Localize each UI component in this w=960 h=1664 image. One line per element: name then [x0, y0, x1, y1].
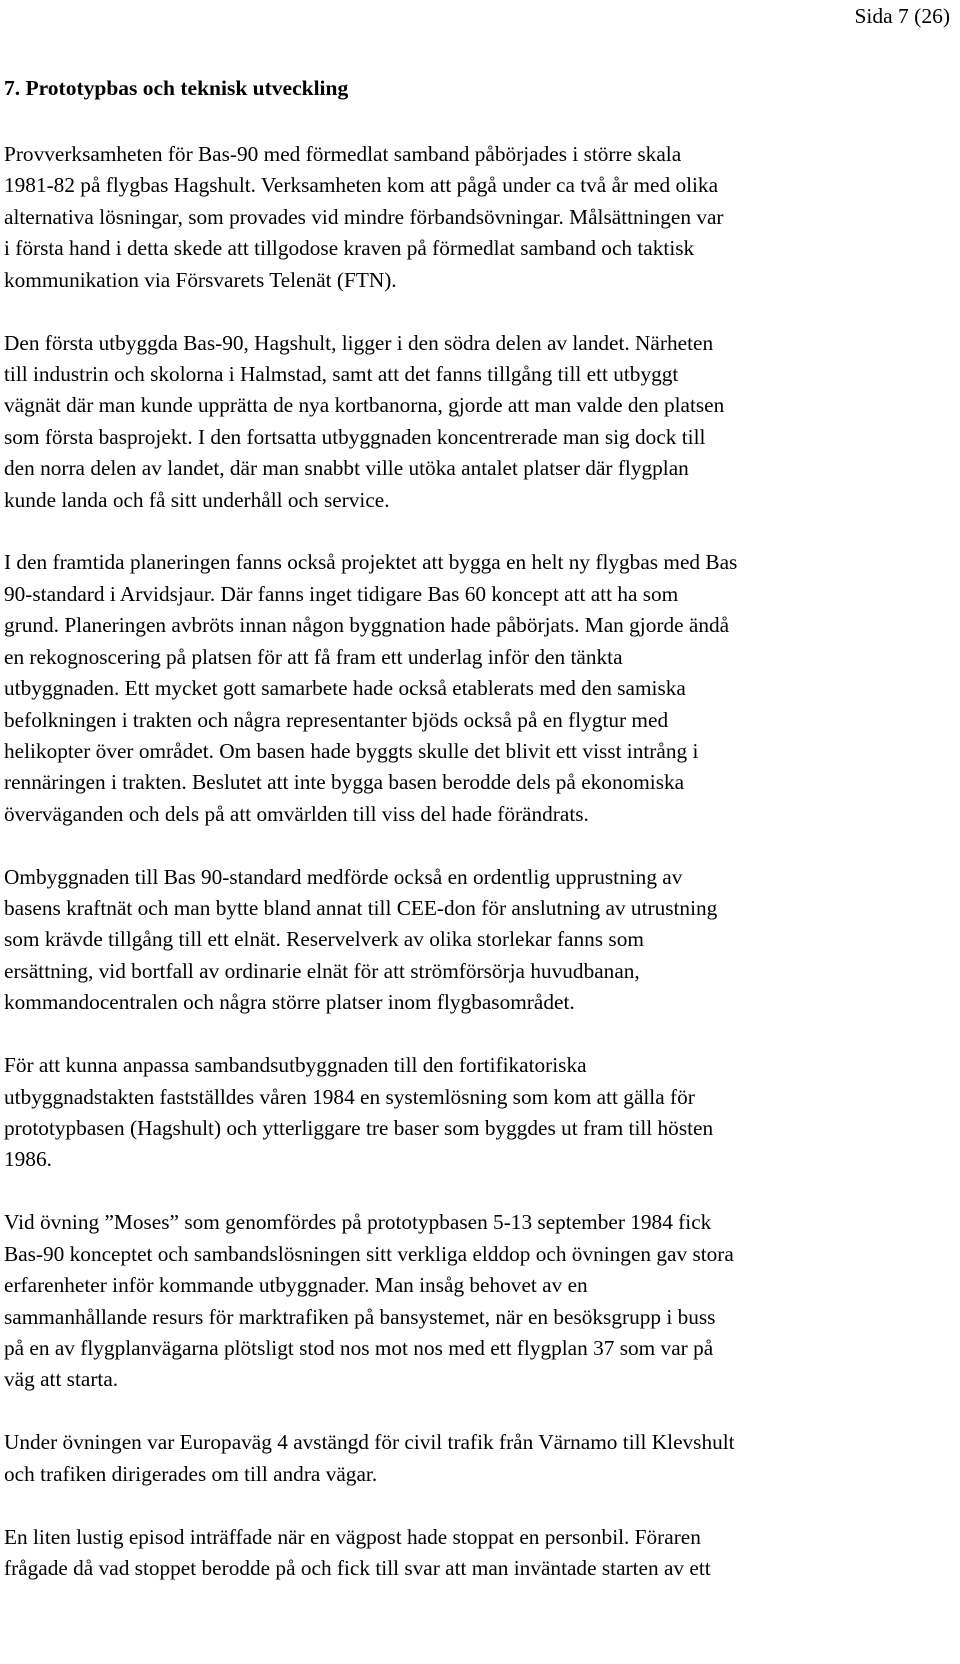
text-line: kunde landa och få sitt underhåll och service. — [4, 487, 390, 512]
text-line: ersättning, vid bortfall av ordinarie elnät för att strömförsörja huvudbanan, — [4, 958, 640, 983]
text-line: basens kraftnät och man bytte bland annat till CEE-don för anslutning av utrustning — [4, 896, 718, 921]
text-line: Ombyggnaden till Bas 90-standard medförde också en ordentlig upprustning av — [4, 864, 683, 889]
paragraph — [4, 1522, 954, 1585]
text-line: Under övningen var Europaväg 4 avstängd för civil trafik från Värnamo till Klevshult — [4, 1430, 735, 1455]
text-line: kommunikation via Försvarets Telenät (FTN). — [4, 267, 397, 292]
text-line: på en av flygplanvägarna plötsligt stod nos mot nos med ett flygplan 37 som var på — [4, 1335, 714, 1360]
text-line: väg att starta. — [4, 1367, 119, 1392]
text-line: Vid övning ”Moses” som genomfördes på prototypbasen 5-13 september 1984 fick — [4, 1210, 712, 1235]
text-line: rennäringen i trakten. Beslutet att inte bygga basen berodde dels på ekonomiska — [4, 770, 685, 795]
text-line: utbyggnaden. Ett mycket gott samarbete hade också etablerats med den samiska — [4, 676, 686, 701]
paragraph — [4, 862, 954, 1019]
paragraph — [4, 547, 954, 830]
text-line: En liten lustig episod inträffade när en vägpost hade stoppat en personbil. Föraren — [4, 1524, 701, 1549]
text-line: frågade då vad stoppet berodde på och fick till svar att man inväntade starten av ett — [4, 1555, 711, 1580]
text-line: helikopter över området. Om basen hade byggts skulle det blivit ett visst intrång i — [4, 738, 699, 763]
text-line: utbyggnadstakten fastställdes våren 1984 en systemlösning som kom att gälla för — [4, 1084, 695, 1109]
text-line: alternativa lösningar, som provades vid mindre förbandsövningar. Målsättningen var — [4, 204, 724, 229]
text-line: Provverksamheten för Bas-90 med förmedlat samband påbörjades i större skala — [4, 142, 682, 166]
text-line: som första basprojekt. I den fortsatta utbyggnaden koncentrerade man sig dock till — [4, 424, 706, 449]
paragraph — [4, 1427, 954, 1490]
text-line: Den första utbyggda Bas-90, Hagshult, ligger i den södra delen av landet. Närheten — [4, 330, 714, 355]
text-line: och trafiken dirigerades om till andra vägar. — [4, 1461, 378, 1486]
text-line: 1981-82 på flygbas Hagshult. Verksamheten kom att pågå under ca två år med olika — [4, 173, 719, 198]
text-line: I den framtida planeringen fanns också projektet att bygga en helt ny flygbas med Bas — [4, 550, 738, 575]
text-line: befolkningen i trakten och några representanter bjöds också på en flygtur med — [4, 707, 669, 732]
text-line: sammanhållande resurs för marktrafiken på bansystemet, när en besöksgrupp i buss — [4, 1304, 716, 1329]
text-line: en rekognoscering på platsen för att få fram ett underlag inför den tänkta — [4, 644, 623, 669]
paragraph — [4, 328, 954, 516]
text-line: till industrin och skolorna i Halmstad, samt att det fanns tillgång till ett utbyggt — [4, 361, 679, 386]
text-line: För att kunna anpassa sambandsutbyggnaden till den fortifikatoriska — [4, 1053, 587, 1078]
paragraph — [4, 1207, 954, 1395]
section-heading: 7. Prototypbas och teknisk utveckling — [4, 76, 349, 100]
text-line: 1986. — [4, 1147, 52, 1172]
text-line: i första hand i detta skede att tillgodose kraven på förmedlat samband och taktisk — [4, 236, 695, 261]
text-line: 90-standard i Arvidsjaur. Där fanns inget tidigare Bas 60 koncept att att ha som — [4, 581, 679, 606]
paragraph — [4, 1050, 954, 1176]
text-line: kommandocentralen och några större platser inom flygbasområdet. — [4, 990, 575, 1015]
text-line: grund. Planeringen avbröts innan någon byggnation hade påbörjats. Man gjorde ändå — [4, 613, 730, 638]
text-line: Bas-90 konceptet och sambandslösningen sitt verkliga elddop och övningen gav stora — [4, 1241, 734, 1266]
text-line: som krävde tillgång till ett elnät. Reservelverk av olika storlekar fanns som — [4, 927, 644, 952]
text-line: vägnät där man kunde upprätta de nya kortbanorna, gjorde att man valde den platsen — [4, 393, 725, 418]
text-line: prototypbasen (Hagshult) och ytterliggare tre baser som byggdes ut fram till hösten — [4, 1115, 714, 1140]
body-text — [4, 139, 954, 1616]
page-number: Sida 7 (26) — [854, 4, 950, 28]
text-line: överväganden och dels på att omvärlden till viss del hade förändrats. — [4, 801, 589, 826]
text-line: erfarenheter inför kommande utbyggnader. Man insåg behovet av en — [4, 1273, 588, 1298]
paragraph — [4, 139, 954, 296]
text-line: den norra delen av landet, där man snabbt ville utöka antalet platser där flygplan — [4, 456, 689, 481]
